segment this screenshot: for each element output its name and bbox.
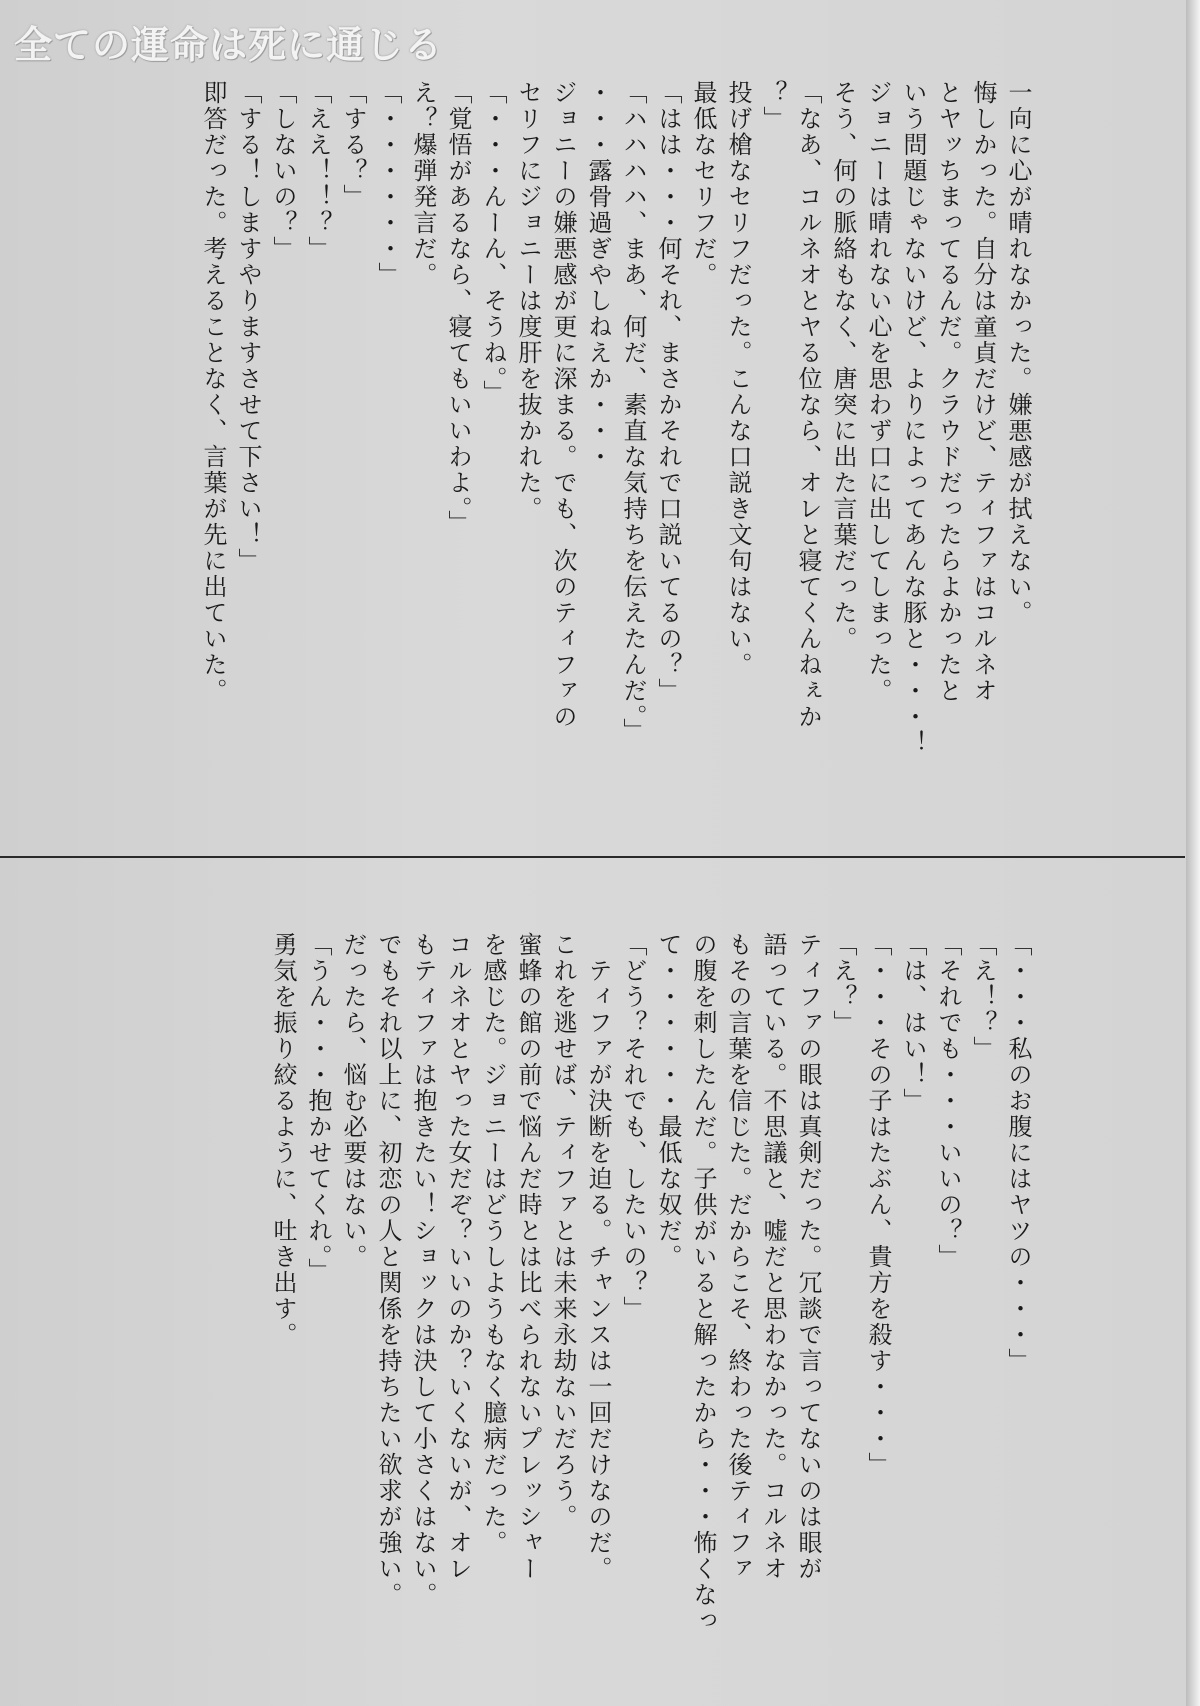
text-line: そう、何の脈絡もなく、唐突に出た言葉だった。 — [829, 80, 857, 652]
bottom-text-section — [265, 932, 1035, 1672]
text-line: セリフにジョニーは度肝を抜かれた。 — [514, 80, 542, 522]
text-line: 「うん・・・抱かせてくれ。」 — [304, 932, 332, 1284]
text-line: 「ええ！！？」 — [304, 80, 332, 262]
text-line: ジョニーの嫌悪感が更に深まる。でも、次のティファの — [549, 80, 577, 730]
top-text-section — [195, 80, 1035, 820]
text-line: 「・・・その子はたぶん、貴方を殺す・・・」 — [864, 932, 892, 1478]
text-line: 最低なセリフだ。 — [689, 80, 717, 288]
text-line: 「なあ、コルネオとヤる位なら、オレと寝てくんねぇか — [794, 80, 822, 730]
text-line: 「覚悟があるなら、寝てもいいわよ。」 — [444, 80, 472, 536]
text-line: 「はは・・・何それ、まさかそれで口説いてるの？」 — [654, 80, 682, 704]
text-line: 「どう？それでも、したいの？」 — [619, 932, 647, 1322]
text-line: ジョニーは晴れない心を思わず口に出してしまった。 — [864, 80, 892, 704]
text-line: もその言葉を信じた。だからこそ、終わった後ティファ — [724, 932, 752, 1582]
text-line: 「する！しますやりますさせて下さい！」 — [234, 80, 262, 574]
text-line: ・・・露骨過ぎやしねえか・・・ — [584, 80, 612, 470]
text-line: え？爆弾発言だ。 — [409, 80, 437, 288]
text-line: 「しないの？」 — [269, 80, 297, 262]
text-line: コルネオとヤった女だぞ？いいのか？いくないが、オレ — [444, 932, 472, 1582]
text-line: これを逃せば、ティファとは未来永劫ないだろう。 — [549, 932, 577, 1530]
page-title: 全ての運命は死に通じる — [14, 22, 444, 67]
page-binding-edge — [1186, 0, 1200, 1706]
text-line: とヤッちまってるんだ。クラウドだったらよかったと — [934, 80, 962, 704]
text-line: 「・・・・・・」 — [374, 80, 402, 288]
text-line: でもそれ以上に、初恋の人と関係を持ちたい欲求が強い。 — [374, 932, 402, 1608]
text-line: ティファが決断を迫る。チャンスは一回だけなのだ。 — [584, 932, 612, 1582]
text-line: の腹を刺したんだ。子供がいると解ったから・・・怖くなっ — [689, 932, 717, 1634]
text-line: 「え？」 — [829, 932, 857, 1036]
text-line: ？」 — [759, 80, 787, 132]
text-line: ティファの眼は真剣だった。冗談で言ってないのは眼が — [794, 932, 822, 1582]
text-line: 語っている。不思議と、嘘だと思わなかった。コルネオ — [759, 932, 787, 1582]
text-line: だったら、悩む必要はない。 — [339, 932, 367, 1270]
text-line: 投げ槍なセリフだった。こんな口説き文句はない。 — [724, 80, 752, 678]
section-divider — [0, 856, 1185, 858]
text-line: 「それでも・・・いいの？」 — [934, 932, 962, 1270]
text-line: 「・・・んーん、そうね。」 — [479, 80, 507, 406]
text-line: 悔しかった。自分は童貞だけど、ティファはコルネオ — [969, 80, 997, 704]
text-line: 勇気を振り絞るように、吐き出す。 — [269, 932, 297, 1348]
text-line: 蜜蜂の館の前で悩んだ時とは比べられないプレッシャー — [514, 932, 542, 1582]
text-line: 「・・・私のお腹にはヤツの・・・」 — [1004, 932, 1032, 1374]
text-line: 即答だった。考えることなく、言葉が先に出ていた。 — [199, 80, 227, 704]
text-line: を感じた。ジョニーはどうしようもなく臆病だった。 — [479, 932, 507, 1556]
text-line: もティファは抱きたい！ショックは決して小さくはない。 — [409, 932, 437, 1608]
text-line: て・・・・・・最低な奴だ。 — [654, 932, 682, 1270]
text-line: 「ハハハハ、まあ、何だ、素直な気持ちを伝えたんだ。」 — [619, 80, 647, 744]
text-line: 一向に心が晴れなかった。嫌悪感が拭えない。 — [1004, 80, 1032, 626]
text-line: 「え！？」 — [969, 932, 997, 1062]
text-line: いう問題じゃないけど、よりによってあんな豚と・・・！ — [899, 80, 927, 756]
text-line: 「する？」 — [339, 80, 367, 210]
text-line: 「は、はい！」 — [899, 932, 927, 1114]
